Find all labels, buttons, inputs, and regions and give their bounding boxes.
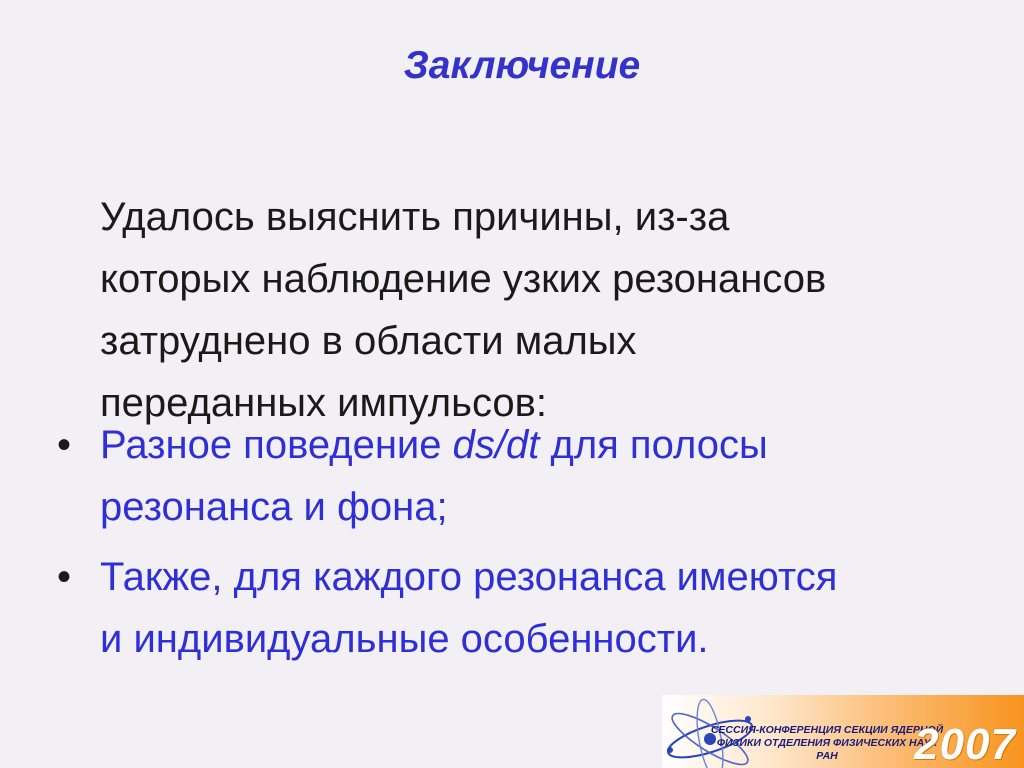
intro-line: Удалось выяснить причины, из-за: [100, 195, 730, 239]
logo-caption-line: РАН: [816, 750, 838, 762]
bullet-dot-icon: •: [57, 423, 72, 467]
bullet-dot-icon: •: [57, 555, 72, 599]
bullet-list: [0, 414, 1024, 678]
logo-caption-line: ФИЗИКИ ОТДЕЛЕНИЯ ФИЗИЧЕСКИХ НАУК: [716, 737, 938, 749]
logo-year: 2007: [914, 720, 1016, 768]
logo-caption-line: СЕССИЯ-КОНФЕРЕНЦИЯ СЕКЦИИ ЯДЕРНОЙ: [710, 724, 944, 736]
intro-paragraph: [100, 186, 1000, 434]
bullet-emphasis: ds/dt: [452, 423, 540, 467]
intro-line: затруднено в области малых: [100, 319, 637, 363]
bullet-line: [100, 414, 1024, 476]
slide-title: Заключение: [403, 44, 641, 87]
bullet-text: для полосы: [539, 423, 768, 467]
bullet-text: Разное поведение: [100, 423, 453, 467]
bullet-item: [0, 414, 1024, 538]
bullet-item: [0, 546, 1024, 670]
intro-line: которых наблюдение узких резонансов: [100, 257, 827, 301]
intro-line: переданных импульсов:: [100, 381, 548, 425]
bullet-line: и индивидуальные особенности.: [100, 617, 709, 661]
conference-logo: [662, 695, 1024, 768]
bullet-line: Также, для каждого резонанса имеются: [100, 555, 838, 599]
bullet-line: резонанса и фона;: [100, 485, 448, 529]
